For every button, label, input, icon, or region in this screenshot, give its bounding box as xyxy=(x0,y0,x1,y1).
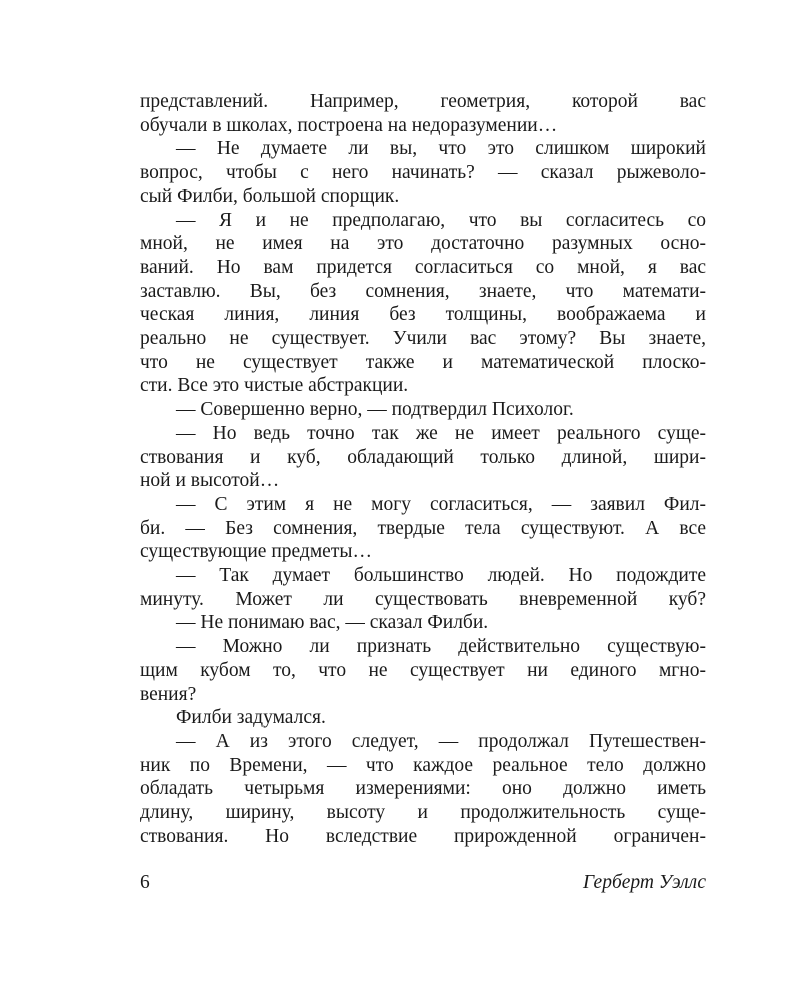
text-line: — Можно ли признать действительно существую- xyxy=(176,636,706,658)
text-line: — Не понимаю вас, — сказал Филби. xyxy=(176,612,489,634)
text-line: — Совершенно верно, — подтвердил Психолог. xyxy=(176,399,574,421)
text-line: — Не думаете ли вы, что это слишком широкий xyxy=(176,138,706,160)
text-line: ной и высотой… xyxy=(140,470,280,492)
body-text xyxy=(140,90,706,849)
text-line: ваний. Но вам придется согласиться со мной, я вас xyxy=(140,256,706,278)
text-line: ствования. Но вследствие прирожденной ограничен- xyxy=(140,825,706,847)
text-line: реально не существует. Учили вас этому? Вы знаете, xyxy=(140,328,706,350)
page-number: 6 xyxy=(140,872,150,893)
text-line: что не существует также и математической плоско- xyxy=(140,351,706,373)
text-line: — Я и не предполагаю, что вы согласитесь со xyxy=(176,209,706,231)
text-line: сти. Все это чистые абстракции. xyxy=(140,375,409,397)
text-line: обучали в школах, построена на недоразумении… xyxy=(140,114,558,136)
text-line: обладать четырьмя измерениями: оно должно иметь xyxy=(140,778,706,800)
running-footer-author: Герберт Уэллс xyxy=(583,872,706,893)
text-line: сый Филби, большой спорщик. xyxy=(140,185,400,207)
text-line: ческая линия, линия без толщины, воображаема и xyxy=(140,304,706,326)
text-line: би. — Без сомнения, твердые тела существуют. А все xyxy=(140,517,706,539)
text-line: мной, не имея на это достаточно разумных осно- xyxy=(140,233,706,255)
book-page xyxy=(140,90,706,990)
text-line: заставлю. Вы, без сомнения, знаете, что математи- xyxy=(140,280,706,302)
text-line: ствования и куб, обладающий только длиной, шири- xyxy=(140,446,706,468)
text-line: ник по Времени, — что каждое реальное тело должно xyxy=(140,754,706,776)
text-line: — Так думает большинство людей. Но подождите xyxy=(176,565,706,587)
text-line: Филби задумался. xyxy=(176,707,326,729)
text-line: вопрос, чтобы с него начинать? — сказал рыжеволо- xyxy=(140,162,706,184)
text-line: — Но ведь точно так же не имеет реального суще- xyxy=(176,422,706,444)
text-line: — С этим я не могу согласиться, — заявил Фил- xyxy=(176,493,706,515)
text-line: существующие предметы… xyxy=(140,541,372,563)
text-line: длину, ширину, высоту и продолжительность суще- xyxy=(140,802,706,824)
text-line: — А из этого следует, — продолжал Путешествен- xyxy=(176,730,706,752)
text-line: представлений. Например, геометрия, которой вас xyxy=(140,91,706,112)
text-line: щим кубом то, что не существует ни единого мгно- xyxy=(140,659,706,681)
page-footer xyxy=(140,872,706,896)
text-line: вения? xyxy=(140,683,197,705)
text-line: минуту. Может ли существовать вневременной куб? xyxy=(140,588,706,610)
